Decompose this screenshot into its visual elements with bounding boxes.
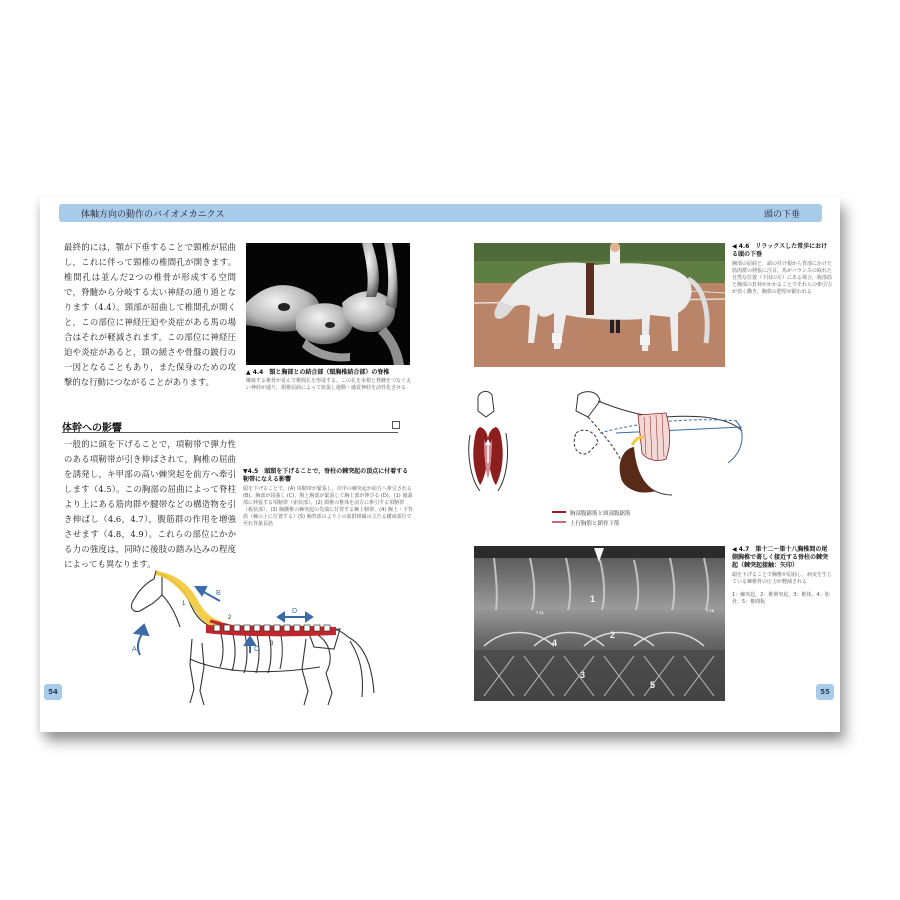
body-paragraph-2: 一般的に頭を下げることで，項靭帯で弾力性のある項靭帯が引き伸ばされて，胸椎の屈曲を誘発し，キ甲部の高い棘突起を前方へ牽引します（4.5）。この胸部の屈曲によって脊柱より上にある筋肉群や腱帯などの構造物を引き伸ばし（4.6，4.7），腹筋群の作用を増強させます（4.8，4.9）。これらの部位にかかる力の強度は，同時に後肢の踏み込みの程度によっても異なります。 [64,439,236,569]
horse-walking-illustration [474,243,725,367]
section-header-title: 頭の下垂 [763,210,800,220]
horse-walking-photo [474,243,725,367]
right-page [440,197,840,732]
vertebra-illustration [246,243,410,365]
xray-label-3: 3 [580,670,586,680]
section-header [440,204,822,222]
arrow-label-d: D [292,608,298,615]
fig-4-5-title: ▼4.5 頭頸を下げることで，脊柱の棘突起の頂点に付着する靭帯になえる影響 [243,468,409,483]
section-heading [62,419,398,433]
section-title: 体幹への影響 [62,423,122,434]
fig-4-4-title: ▲ 4.4 頸と胸部との結合部（頸胸椎結合部）の脊椎 [246,369,390,376]
section-marker-icon [392,421,400,429]
arrow-label-a: A [132,646,137,653]
legend-item-pectoral: 上行胸筋と鎖骨下筋 [570,521,620,527]
xray-label-t11: T 11 [536,610,544,615]
legend-item-serratus: 胸部腹鋸筋と頸部腹鋸筋 [570,511,631,517]
structure-label-3: 3 [270,641,274,647]
arrow-label-b: B [216,590,221,597]
xray-label-4: 4 [552,638,558,648]
page-number-right: 55 [816,684,834,700]
legend-swatches [552,509,566,529]
fig-4-7-legend: 1：棘突起，2：椎関突起，3：椎体，4：肋骨，5：椎間板 [732,592,830,605]
xray-label-1: 1 [590,594,596,604]
xray-label-2: 2 [610,630,616,640]
xray-label-5: 5 [650,680,656,690]
horse-skeleton-diagram [110,569,380,709]
fig-4-5-caption: 頭を下げることで，(A) 項靭帯が緊張し，次甲の棘突起が前方へ牽引される (B)。胸部が屈曲し (C)，腹と胸部が緊張して胸上部が伸びる (D)。(1) 後頭部に伸張する項靭帯（索状部），(2) 頸椎の椎体を前方に牽引する項靭帯（板状部），(3) 胸腰椎の棘突起の先端に付着する棘上靭帯，(4) 胸上・下背筋（棘の上に位置する）(5) 胸背部のより上の筋群組織の主たる構成部位で至れ背最長筋 [243,486,413,527]
fig-4-6-title: ◀ 4.6 リラックスした常歩における頭の下垂 [732,243,828,258]
xray-illustration [474,546,725,701]
arrow-label-c: C [254,646,260,653]
body-paragraph-1: 最終的には，顎が下垂することで頸椎が屈曲し，これに伴って頸椎の椎間孔が開きます。椎間孔は並んだ2つの椎骨が形成する空間で，脊髄から分岐する太い神経の通り道となります（4.4）。頸部が屈曲して椎間孔が開くと，この部位に神経圧迫や炎症がある馬の場合はそれが軽減されます。この部位に神経圧迫や炎症があると，頸の緩さや骨盤の跛行の一因となることもあり，また保身のための攻撃的な行動につながることがあります。 [64,242,236,387]
chapter-title: 体軸方向の動作のバイオメカニクス [81,210,225,220]
fig-4-7-title: ◀ 4.7 第十二〜第十八胸椎間の尾側胸椎で著しく接近する脊柱の棘突起（棘突起接触：矢印） [732,546,829,569]
vertebra-photo [246,243,410,365]
legend [570,509,631,529]
fig-4-7-caption: 頭を下げることで胸椎が屈曲し，病変を生じている棘椎骨の圧力が軽減される [732,572,833,585]
chapter-header [59,204,440,222]
posture-diagram [466,387,766,507]
left-page [40,197,440,732]
fig-4-6-caption: 胸部の屈曲と，頭の付け根から背部にかけた筋肉群の伸張に注目。馬がバランスの取れた自然な位置（下図の左）にある場合，腹部筋と胸部の負荷がかかることでそれらの牽引力が効く働き，胸郭の肥厚が顕われる [732,261,833,295]
structure-label-2: 2 [228,615,232,621]
xray-label-t16: T 16 [706,608,715,613]
page-number-left: 54 [44,684,62,700]
structure-label-1: 1 [182,601,186,607]
fig-4-4-caption: 隣接する椎骨が並んで椎間孔を形成する。この孔を末梢と脊髄をつなぐ太い神経が通り，頸椎屈曲によって拡張し運動・感覚神経を活性化させる [246,378,412,391]
xray-image [474,546,725,701]
